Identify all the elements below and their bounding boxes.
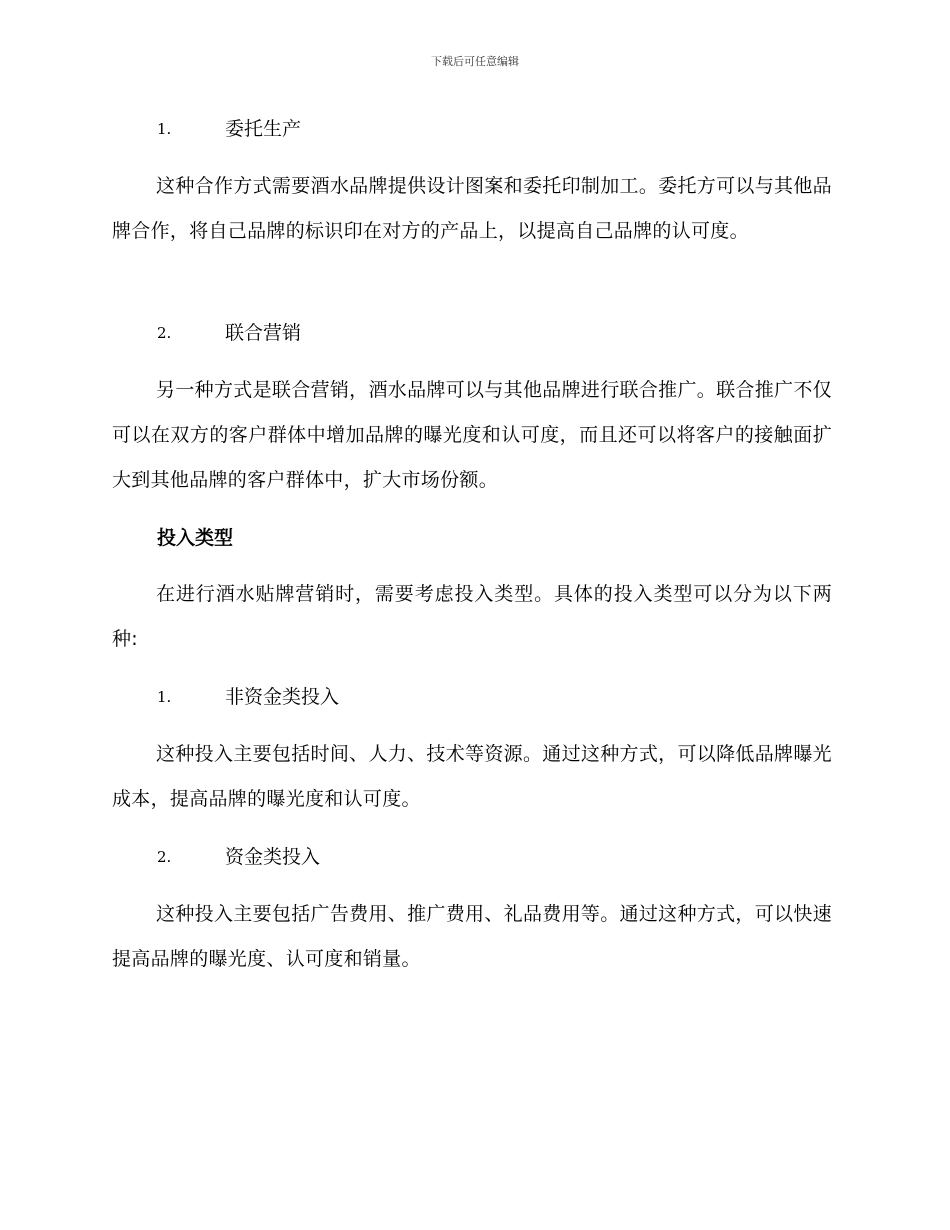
list-label: 联合营销: [225, 322, 302, 344]
list-label: 资金类投入: [225, 846, 321, 868]
list-item: [112, 320, 832, 346]
paragraph-block: [112, 732, 832, 822]
list-number: 1.: [157, 688, 172, 706]
list-item: [112, 844, 832, 870]
list-number: 2.: [157, 848, 172, 866]
list-label: 非资金类投入: [225, 686, 340, 708]
paragraph-block: [112, 368, 832, 503]
list-number: 1.: [157, 120, 172, 138]
page-header: 下载后可任意编辑: [431, 55, 519, 68]
paragraph-block: [112, 892, 832, 982]
paragraph-block: [112, 164, 832, 254]
section-heading: 投入类型: [157, 527, 234, 549]
body-paragraph: 另一种方式是联合营销，酒水品牌可以与其他品牌进行联合推广。联合推广不仅可以在双方的客户群体中增加品牌的曝光度和认可度，而且还可以将客户的接触面扩大到其他品牌的客户群体中，扩大市场份额。: [112, 379, 832, 491]
paragraph-block: [112, 572, 832, 662]
body-paragraph: 在进行酒水贴牌营销时，需要考虑投入类型。具体的投入类型可以分为以下两种:: [112, 583, 832, 650]
body-paragraph: 这种投入主要包括时间、人力、技术等资源。通过这种方式，可以降低品牌曝光成本，提高品牌的曝光度和认可度。: [112, 743, 832, 810]
body-paragraph: 这种合作方式需要酒水品牌提供设计图案和委托印制加工。委托方可以与其他品牌合作，将自己品牌的标识印在对方的产品上，以提高自己品牌的认可度。: [112, 175, 832, 242]
body-paragraph: 这种投入主要包括广告费用、推广费用、礼品费用等。通过这种方式，可以快速提高品牌的曝光度、认可度和销量。: [112, 903, 832, 970]
list-number: 2.: [157, 324, 172, 342]
list-label: 委托生产: [225, 118, 302, 140]
list-item: [112, 116, 832, 142]
list-item: [112, 684, 832, 710]
